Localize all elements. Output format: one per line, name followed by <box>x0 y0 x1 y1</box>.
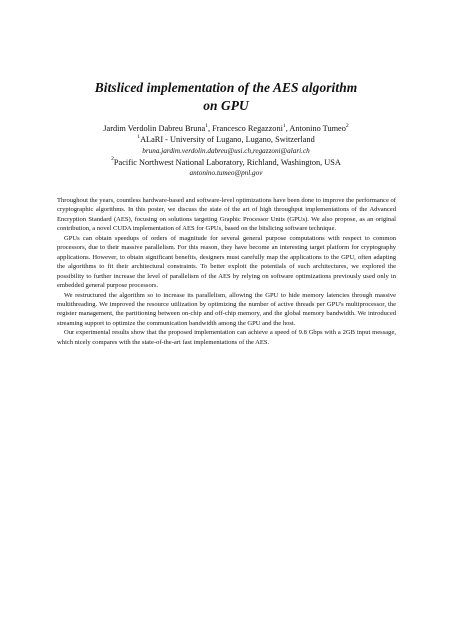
abstract-paragraph: GPUs can obtain speedups of orders of magnitude for several general purpose computations with respect to common processors, due to their massive parallelism. For this reason, they have become an interesting target platform for cryptography applications. However, to obtain significant benefits, designers must carefully map the applications to the GPU, often adapting the algorithms to fit their architectural constraints. To better exploit the potentials of such architectures, we explored the possibility to further increase the level of parallelism of the AES by relying on software optimizations previously used only in embedded general purpose processors. <box>57 234 396 290</box>
affiliation <box>0 157 452 168</box>
author-name: Francesco Regazzoni <box>212 124 283 133</box>
affiliation-email: antonino.tumeo@pnl.gov <box>189 168 263 177</box>
authors-block <box>0 123 452 179</box>
title-line-1: Bitsliced implementation of the AES algorithm <box>94 80 358 95</box>
affiliation <box>0 134 452 145</box>
title-line-2: on GPU <box>203 98 249 113</box>
affiliation-mark: 2 <box>111 156 114 163</box>
paper-title <box>0 79 452 115</box>
author-separator: , <box>208 124 213 133</box>
author-affiliation-mark: 1 <box>205 122 209 129</box>
affiliation-email: bruna.jardim.verdolin.dabreu@usi.ch,regazzoni@alari.ch <box>142 146 310 155</box>
affiliation-name: ALaRI - University of Lugano, Lugano, Switzerland <box>140 135 315 145</box>
abstract <box>57 196 396 347</box>
abstract-paragraph: Our experimental results show that the proposed implementation can achieve a speed of 9.8 Gbps with a 2GB input message, which nicely compares with the state-of-the-art fast implementations of the AES. <box>57 329 396 346</box>
author-list <box>0 123 452 134</box>
author-name: Jardim Verdolin Dabreu Bruna <box>103 124 206 133</box>
author-affiliation-mark: 1 <box>282 122 286 129</box>
author-name: Antonino Tumeo <box>289 124 346 133</box>
affiliation-mark: 1 <box>137 134 141 141</box>
author-separator: , <box>285 124 290 133</box>
affiliation-name: Pacific Northwest National Laboratory, Richland, Washington, USA <box>113 157 341 167</box>
author-affiliation-mark: 2 <box>345 122 349 129</box>
abstract-paragraph: Throughout the years, countless hardware-based and software-level optimizations have been done to improve the performance of cryptographic algorithms. In this poster, we discuss the state of the art of high throughput implementations of the Advanced Encryption Standard (AES), focusing on solutions targeting Graphic Processor Units (GPUs). We also propose, as an original contribution, a novel CUDA implementation of AES for GPUs, based on the bitslicing software technique. <box>57 197 396 233</box>
abstract-paragraph: We restructured the algorithm so to increase its parallelism, allowing the GPU to hide memory latencies through massive multithreading. We improved the resource utilization by optimizing the number of active threads per GPU's multiprocessor, the register management, the partitioning between on-chip and off-chip memory, and the global memory bandwidth. We introduced streaming support to optimize the communication bandwidth among the GPU and the host. <box>57 291 396 327</box>
title-block <box>0 79 452 115</box>
